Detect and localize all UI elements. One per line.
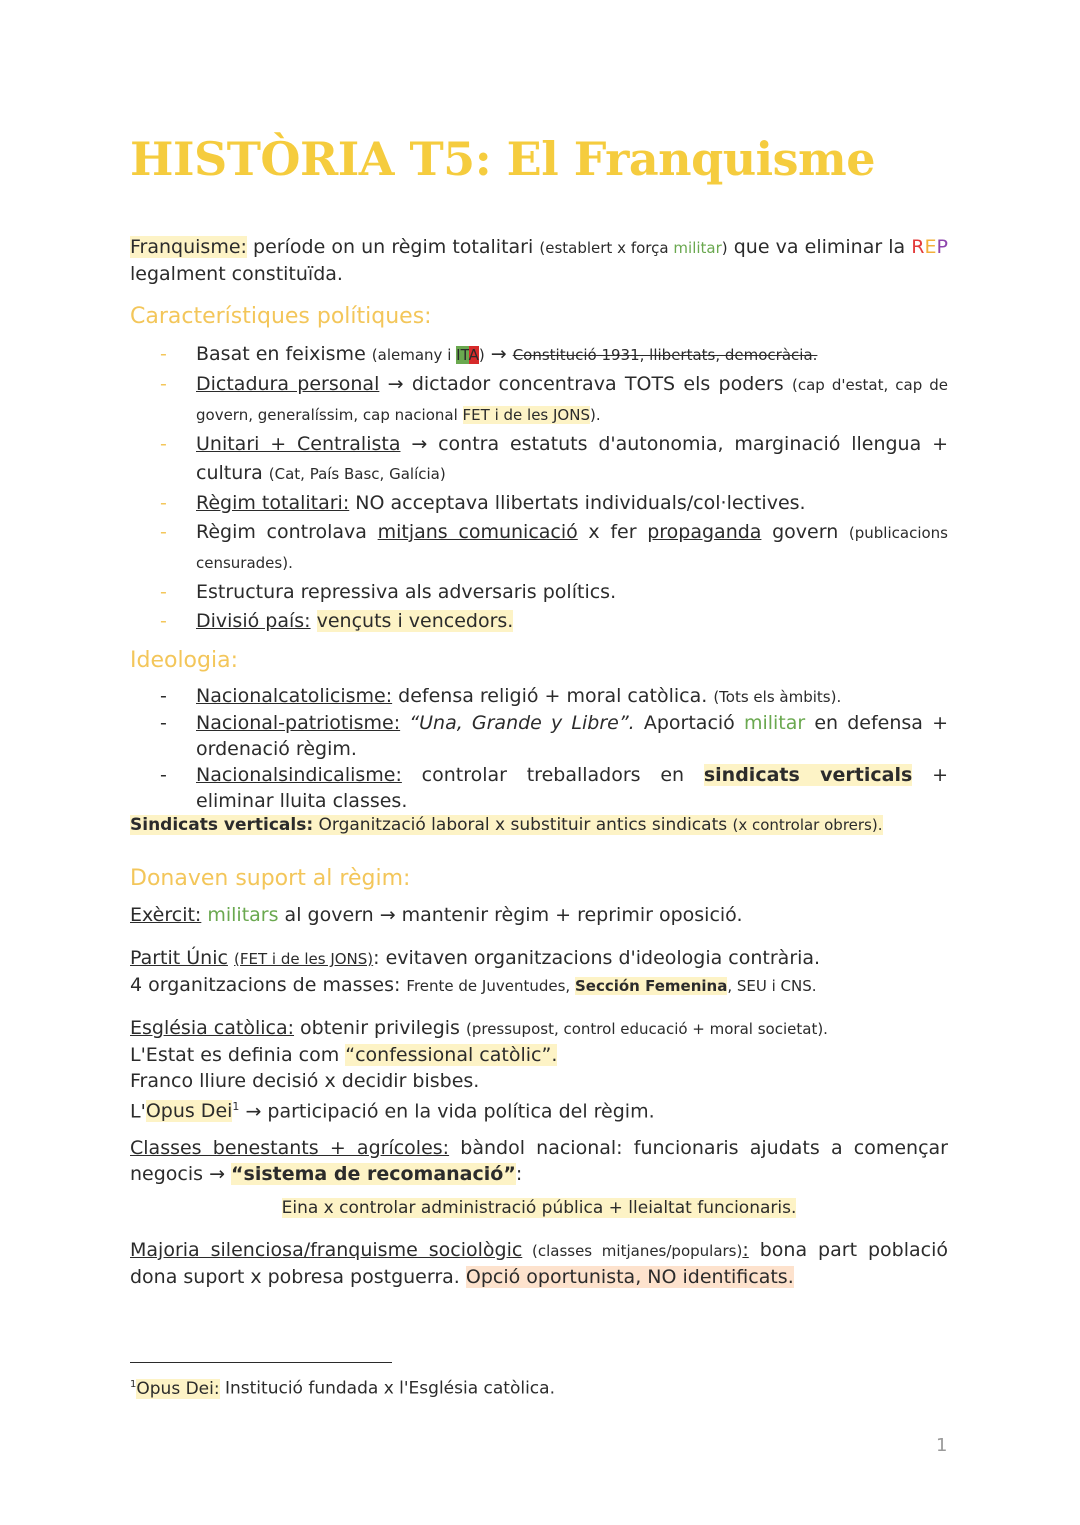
esglesia-paragraph: Església catòlica: obtenir privilegis (pressupost, control educació + moral societat). L'Estat es definia com “confessional catòlic”. Franco lliure decisió x decidir bisbes. L'Opus Dei$^1$ → participació en la vida política del règim.: [130, 1017, 828, 1123]
list-item: - Dictadura personal → dictador concentrava TOTS els poders (cap d'estat, cap de govern, generalíssim, cap nacional FET i de les JONS).: [160, 370, 948, 430]
section-heading-suport: Donaven suport al règim:: [130, 866, 411, 891]
section-heading-politica: Característiques polítiques:: [130, 304, 432, 329]
list-item: - Règim totalitari: NO acceptava llibertats individuals/col·lectives.: [160, 489, 948, 518]
term-franquisme: Franquisme:: [130, 236, 247, 258]
politica-list: [160, 340, 948, 636]
classes-paragraph: Classes benestants + agrícoles: bàndol nacional: funcionaris ajudats a començar negocis → “sistema de recomanació”:: [130, 1137, 948, 1185]
page-title: HISTÒRIA T5: El Franquisme: [130, 132, 875, 186]
list-item: - Basat en feixisme (alemany i ITA) → Constitució 1931, llibertats, democràcia.: [160, 340, 948, 370]
exercit-paragraph: Exèrcit: militars al govern → mantenir règim + reprimir oposició.: [130, 904, 743, 926]
ideologia-list: [160, 683, 948, 814]
majoria-paragraph: Majoria silenciosa/franquisme sociològic (classes mitjanes/populars): bona part població dona suport x pobresa postguerra. Opció oportunista, NO identificats.: [130, 1239, 948, 1288]
section-heading-ideologia: Ideologia:: [130, 648, 238, 673]
eina-note: Eina x controlar administració pública + lleialtat funcionaris.: [281, 1198, 797, 1218]
footnote-divider: [130, 1362, 392, 1363]
list-item: - Estructura repressiva als adversaris polítics.: [160, 578, 948, 607]
intro-paragraph: Franquisme: període on un règim totalitari (establert x força militar) que va eliminar la REP legalment constituïda.: [130, 236, 948, 285]
page-number: 1: [936, 1435, 948, 1456]
list-item: - Unitari + Centralista → contra estatuts d'autonomia, marginació llengua + cultura (Cat, País Basc, Galícia): [160, 430, 948, 489]
list-item: - Règim controlava mitjans comunicació x fer propaganda govern (publicacions censurades).: [160, 518, 948, 578]
list-item: - Nacional-patriotisme: “Una, Grande y Libre”. Aportació militar en defensa + ordenació règim.: [160, 710, 948, 762]
sindicats-note: Sindicats verticals: Organització laboral x substituir antics sindicats (x controlar obrers).: [130, 815, 883, 835]
list-item: - Divisió país: vençuts i vencedors.: [160, 607, 948, 636]
footnote: $^1$Opus Dei: Institució fundada x l'Església catòlica.: [130, 1378, 555, 1399]
partit-paragraph: Partit Únic (FET i de les JONS): evitaven organitzacions d'ideologia contrària. 4 organitzacions de masses: Frente de Juventudes, Sección Femenina, SEU i CNS.: [130, 947, 821, 996]
list-item: - Nacionalcatolicisme: defensa religió + moral catòlica. (Tots els àmbits).: [160, 683, 948, 710]
list-item: - Nacionalsindicalisme: controlar treballadors en sindicats verticals + eliminar lluita classes.: [160, 762, 948, 814]
